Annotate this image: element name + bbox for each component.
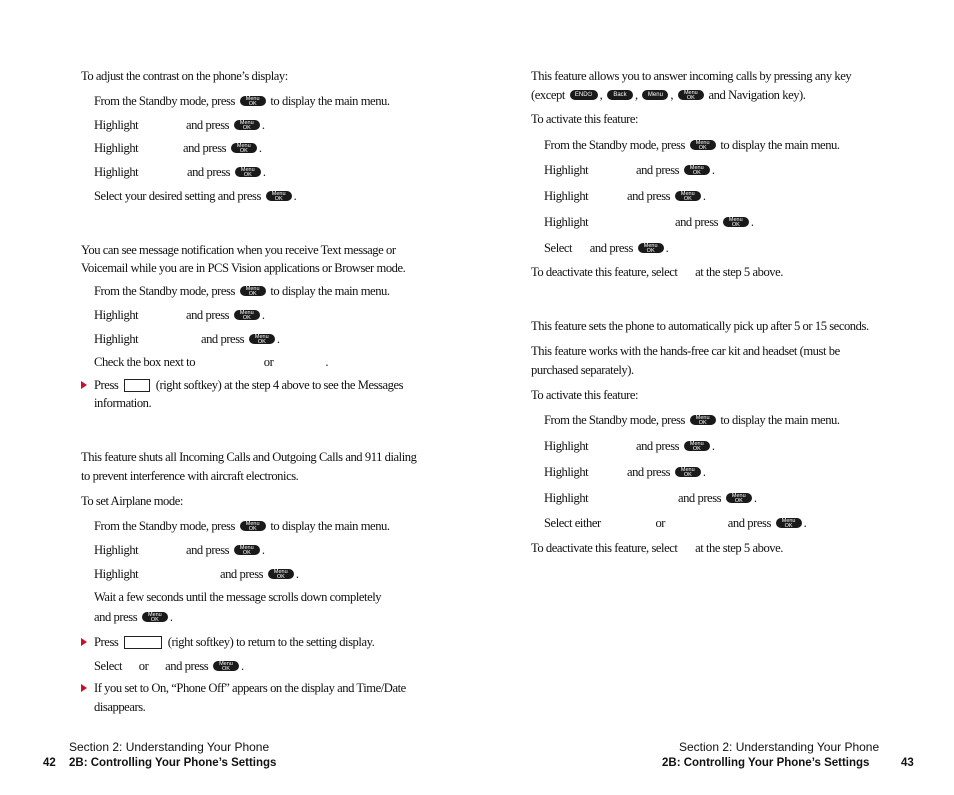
anykey-step-3: Highlight and press Menu OK .	[544, 189, 706, 203]
footer-chapter: 2B: Controlling Your Phone’s Settings	[69, 757, 277, 769]
menu-ok-key-icon: Menu OK	[723, 217, 749, 227]
end-key-icon: END⏻	[570, 90, 598, 100]
menu-ok-key-icon: Menu OK	[240, 96, 266, 106]
right-softkey-box	[124, 379, 150, 392]
menu-ok-key-icon: Menu OK	[240, 521, 266, 531]
autoanswer-step-4: Highlight and press Menu OK .	[544, 491, 757, 505]
airplane-tip-1: Press (right softkey) to return to the setting display.	[81, 635, 374, 650]
menu-ok-key-icon: Menu OK	[678, 90, 704, 100]
menu-ok-key-icon: Menu OK	[235, 167, 261, 177]
notification-tip: Press (right softkey) at the step 4 above to see the Messages	[81, 378, 403, 393]
right-page	[477, 0, 954, 795]
airplane-tip-2: If you set to On, “Phone Off” appears on the display and Time/Date	[81, 681, 406, 696]
airplane-step-4b: and press Menu OK .	[94, 610, 173, 624]
contrast-step-3: Highlight and press Menu OK .	[94, 141, 262, 155]
anykey-activate: To activate this feature:	[531, 112, 639, 126]
airplane-set: To set Airplane mode:	[81, 494, 183, 508]
footer-chapter: 2B: Controlling Your Phone’s Settings	[662, 757, 870, 769]
airplane-step-1: From the Standby mode, press Menu OK to display the main menu.	[94, 519, 390, 533]
tip-arrow-icon	[81, 684, 87, 692]
contrast-step-5: Select your desired setting and press Menu OK .	[94, 189, 297, 203]
notification-step-4: Check the box next to or .	[94, 355, 329, 369]
autoanswer-deactivate: To deactivate this feature, select at the step 5 above.	[531, 541, 783, 555]
anykey-deactivate: To deactivate this feature, select at the step 5 above.	[531, 265, 783, 279]
menu-ok-key-icon: Menu OK	[234, 545, 260, 555]
menu-ok-key-icon: Menu OK	[240, 286, 266, 296]
notification-intro-2: Voicemail while you are in PCS Vision applications or Browser mode.	[81, 261, 406, 275]
autoanswer-works-1: This feature works with the hands-free car kit and headset (must be	[531, 344, 840, 358]
menu-ok-key-icon: Menu OK	[776, 518, 802, 528]
notification-step-1: From the Standby mode, press Menu OK to display the main menu.	[94, 284, 390, 298]
airplane-step-3: Highlight and press Menu OK .	[94, 567, 299, 581]
menu-ok-key-icon: Menu OK	[726, 493, 752, 503]
right-softkey-box	[124, 636, 162, 649]
anykey-step-4: Highlight and press Menu OK .	[544, 215, 754, 229]
menu-ok-key-icon: Menu OK	[234, 310, 260, 320]
menu-ok-key-icon: Menu OK	[268, 569, 294, 579]
tip-arrow-icon	[81, 638, 87, 646]
autoanswer-intro: This feature sets the phone to automatically pick up after 5 or 15 seconds.	[531, 319, 869, 333]
page-number: 42	[43, 757, 56, 769]
menu-ok-key-icon: Menu OK	[266, 191, 292, 201]
menu-ok-key-icon: Menu OK	[690, 140, 716, 150]
menu-ok-key-icon: Menu OK	[690, 415, 716, 425]
menu-ok-key-icon: Menu OK	[213, 661, 239, 671]
menu-key-icon: Menu	[642, 90, 668, 100]
autoanswer-step-2: Highlight and press Menu OK .	[544, 439, 715, 453]
notification-step-3: Highlight and press Menu OK .	[94, 332, 280, 346]
notification-intro-1: You can see message notification when you receive Text message or	[81, 243, 396, 257]
notification-step-2: Highlight and press Menu OK .	[94, 308, 265, 322]
menu-ok-key-icon: Menu OK	[638, 243, 664, 253]
menu-ok-key-icon: Menu OK	[684, 441, 710, 451]
menu-ok-key-icon: Menu OK	[234, 120, 260, 130]
anykey-step-2: Highlight and press Menu OK .	[544, 163, 715, 177]
tip-arrow-icon	[81, 381, 87, 389]
autoanswer-step-1: From the Standby mode, press Menu OK to display the main menu.	[544, 413, 840, 427]
autoanswer-step-3: Highlight and press Menu OK .	[544, 465, 706, 479]
notification-tip-2: information.	[94, 396, 152, 410]
airplane-step-5: Select or and press Menu OK .	[94, 659, 244, 673]
back-key-icon: Back	[607, 90, 633, 100]
contrast-step-1: From the Standby mode, press Menu OK to display the main menu.	[94, 94, 390, 108]
page-number: 43	[901, 757, 914, 769]
footer-section: Section 2: Understanding Your Phone	[679, 740, 880, 754]
footer-section: Section 2: Understanding Your Phone	[69, 740, 270, 754]
airplane-step-2: Highlight and press Menu OK .	[94, 543, 265, 557]
anykey-step-1: From the Standby mode, press Menu OK to display the main menu.	[544, 138, 840, 152]
airplane-tip-2b: disappears.	[94, 700, 146, 714]
menu-ok-key-icon: Menu OK	[675, 467, 701, 477]
contrast-step-4: Highlight and press Menu OK .	[94, 165, 266, 179]
contrast-intro: To adjust the contrast on the phone’s display:	[81, 69, 288, 83]
menu-ok-key-icon: Menu OK	[684, 165, 710, 175]
airplane-intro-1: This feature shuts all Incoming Calls and Outgoing Calls and 911 dialing	[81, 450, 417, 464]
anykey-step-5: Select and press Menu OK .	[544, 241, 669, 255]
menu-ok-key-icon: Menu OK	[249, 334, 275, 344]
menu-ok-key-icon: Menu OK	[675, 191, 701, 201]
anykey-intro-2: (except END⏻ , Back , Menu , Menu OK and Navigation key).	[531, 88, 806, 102]
menu-ok-key-icon: Menu OK	[231, 143, 257, 153]
airplane-intro-2: to prevent interference with aircraft electronics.	[81, 469, 299, 483]
menu-ok-key-icon: Menu OK	[142, 612, 168, 622]
airplane-step-4: Wait a few seconds until the message scrolls down completely	[94, 590, 382, 604]
contrast-step-2: Highlight and press Menu OK .	[94, 118, 265, 132]
autoanswer-works-2: purchased separately).	[531, 363, 634, 377]
autoanswer-step-5: Select either or and press Menu OK .	[544, 516, 807, 530]
autoanswer-activate: To activate this feature:	[531, 388, 639, 402]
anykey-intro-1: This feature allows you to answer incoming calls by pressing any key	[531, 69, 852, 83]
